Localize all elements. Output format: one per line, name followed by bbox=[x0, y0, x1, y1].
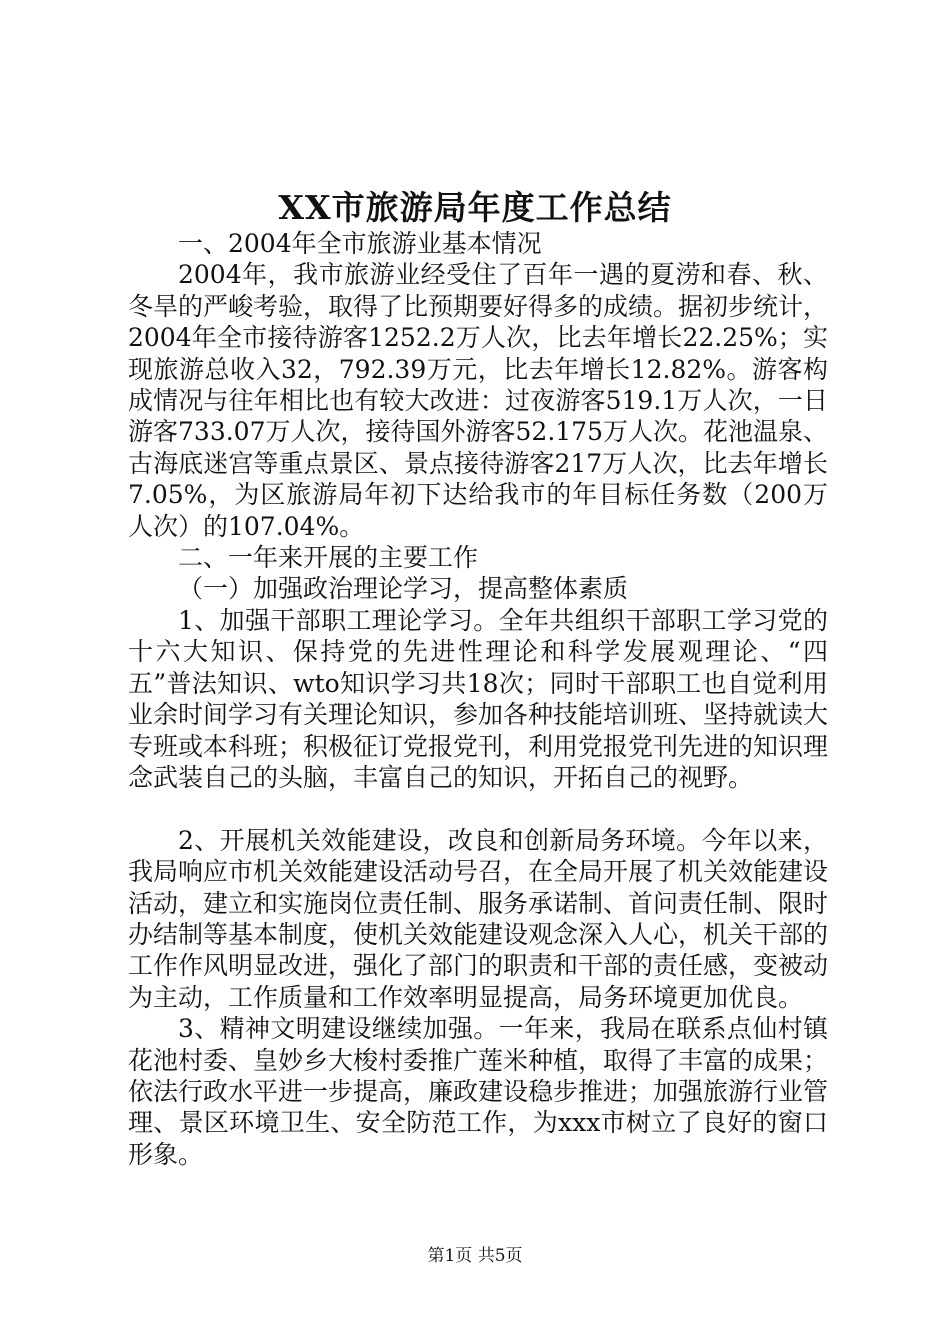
section-heading-2: 二、一年来开展的主要工作 bbox=[178, 543, 479, 573]
paragraph-item-2: 2、开展机关效能建设，改良和创新局务环境。今年以来，我局响应市机关效能建设活动号召，在全局开展了机关效能建设活动，建立和实施岗位责任制、服务承诺制、首问责任制、限时办结制等基本制度，使机关效能建设观念深入人心，机关干部的工作作风明显改进，强化了部门的职责和干部的责任感，变被动为主动，工作质量和工作效率明显提高，局务环境更加优良。 bbox=[128, 825, 829, 1012]
paragraph-item-1: 1、加强干部职工理论学习。全年共组织干部职工学习党的十六大知识、保持党的先进性理论和科学发展观理论、“四五”普法知识、wto知识学习共18次；同时干部职工也自觉利用业余时间学习有关理论知识，参加各种技能培训班、坚持就读大专班或本科班；积极征订党报党刊，利用党报党刊先进的知识理念武装自己的头脑，丰富自己的知识，开拓自己的视野。 bbox=[128, 605, 829, 792]
paragraph-overview: 2004年，我市旅游业经受住了百年一遇的夏涝和春、秋、冬旱的严峻考验，取得了比预期要好得多的成绩。据初步统计，2004年全市接待游客1252.2万人次，比去年增长22.25%；实现旅游总收入32，792.39万元，比去年增长12.82%。游客构成情况与往年相比也有较大改进：过夜游客519.1万人次，一日游客733.07万人次，接待国外游客52.175万人次。花池温泉、古海底迷宫等重点景区、景点接待游客217万人次，比去年增长7.05%，为区旅游局年初下达给我市的年目标任务数（200万人次）的107.04%。 bbox=[128, 260, 829, 541]
page-footer: 第1页 共5页 bbox=[427, 1246, 523, 1266]
document-title: XX市旅游局年度工作总结 bbox=[278, 188, 672, 227]
document-body bbox=[128, 228, 828, 1170]
paragraph-spacer bbox=[128, 793, 828, 824]
subsection-heading-1: （一）加强政治理论学习，提高整体素质 bbox=[178, 574, 629, 604]
paragraph-item-3: 3、精神文明建设继续加强。一年来，我局在联系点仙村镇花池村委、皇妙乡大梭村委推广莲米种植，取得了丰富的成果；依法行政水平进一步提高，廉政建设稳步推进；加强旅游行业管理、景区环境卫生、安全防范工作，为xxx市树立了良好的窗口形象。 bbox=[128, 1014, 829, 1169]
section-heading-1: 一、2004年全市旅游业基本情况 bbox=[178, 229, 542, 258]
